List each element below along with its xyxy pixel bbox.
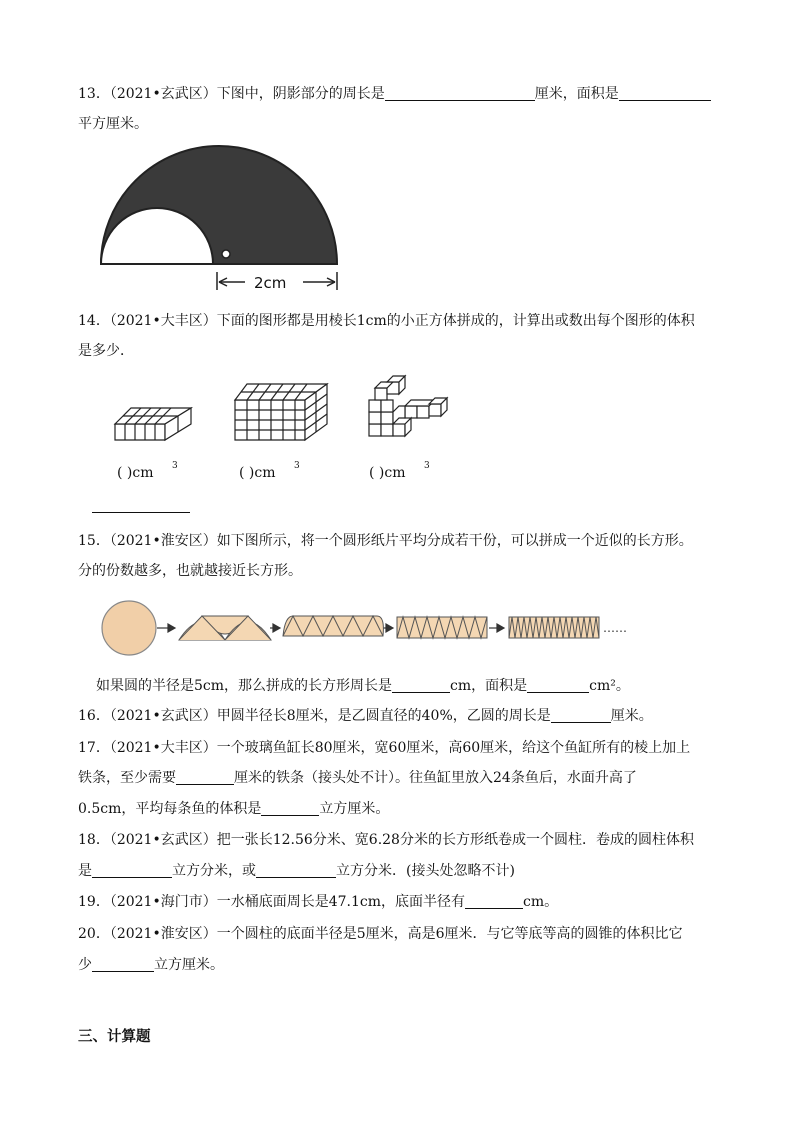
ellipsis-label: …… (603, 621, 627, 635)
question-16: 16．（2021•玄武区）甲圆半径长8厘米，是乙圆直径的40%，乙圆的周长是 厘米。 (78, 708, 653, 724)
center-mark-icon (222, 250, 230, 258)
answer-blank[interactable] (465, 895, 523, 909)
question-source: （2021•玄武区） (109, 832, 217, 848)
question-source: （2021•玄武区） (109, 708, 217, 724)
cube-figure-3 (369, 376, 447, 436)
answer-blank[interactable] (619, 87, 711, 101)
answer-exponent: 3 (172, 461, 178, 471)
question-14: 14．（2021•大丰区）下面的图形都是用棱长1cm的小正方体拼成的，计算出或数出每个图形的体积 (78, 313, 695, 329)
question-source: （2021•大丰区） (109, 313, 217, 329)
answer-exponent: 3 (424, 461, 430, 471)
answer-label: ( )cm (369, 465, 406, 481)
answer-blank[interactable] (176, 771, 234, 785)
answer-blank[interactable] (92, 512, 190, 513)
question-source: （2021•淮安区） (109, 926, 217, 942)
question-13: 13．（2021•玄武区）下图中，阴影部分的周长是 厘米，面积是 (78, 86, 723, 102)
answer-blank[interactable] (92, 864, 172, 878)
dimension-label: 2cm (254, 274, 287, 292)
question-source: （2021•海门市） (109, 894, 217, 910)
question-source: （2021•玄武区） (109, 86, 217, 102)
question-number: 17 (78, 740, 96, 756)
question-17: 17．（2021•大丰区）一个玻璃鱼缸长80厘米，宽60厘米，高60厘米，给这个鱼缸所有的棱上加上 (78, 740, 691, 756)
question-number: 13 (78, 86, 96, 102)
cube-figure-2 (235, 384, 327, 440)
answer-label: ( )cm (239, 465, 276, 481)
answer-blank[interactable] (551, 709, 611, 723)
answer-blank[interactable] (256, 864, 336, 878)
question-20: 20．（2021•淮安区）一个圆柱的底面半径是5厘米，高是6厘米．与它等底等高的圆锥的体积比它 (78, 926, 683, 942)
question-19: 19．（2021•海门市）一水桶底面周长是47.1cm，底面半径有 cm。 (78, 894, 559, 910)
question-number: 15 (78, 533, 96, 549)
question-number: 16 (78, 708, 96, 724)
section-heading: 三、计算题 (78, 1029, 151, 1045)
answer-blank[interactable] (392, 679, 450, 693)
question-number: 20 (78, 926, 96, 942)
question-number: 18 (78, 832, 96, 848)
circle-to-rectangle-figure (95, 598, 655, 660)
cube-figures (105, 370, 455, 482)
answer-exponent: 3 (294, 461, 300, 471)
question-number: 14 (78, 313, 96, 329)
question-source: （2021•大丰区） (109, 740, 217, 756)
question-18: 18．（2021•玄武区）把一张长12.56分米、宽6.28分米的长方形纸卷成一个圆柱．卷成的圆柱体积 (78, 832, 694, 848)
question-source: （2021•淮安区） (109, 533, 217, 549)
cube-figure-1 (115, 408, 191, 440)
answer-label: ( )cm (117, 465, 154, 481)
answer-blank[interactable] (385, 87, 535, 101)
question-number: 19 (78, 894, 96, 910)
paper-circle (102, 601, 156, 655)
answer-blank[interactable] (92, 958, 154, 972)
answer-blank[interactable] (527, 679, 589, 693)
semicircle-figure (95, 140, 345, 295)
answer-blank[interactable] (261, 802, 319, 816)
question-15: 15．（2021•淮安区）如下图所示，将一个圆形纸片平均分成若干份，可以拼成一个近似的长方形。 (78, 533, 693, 549)
